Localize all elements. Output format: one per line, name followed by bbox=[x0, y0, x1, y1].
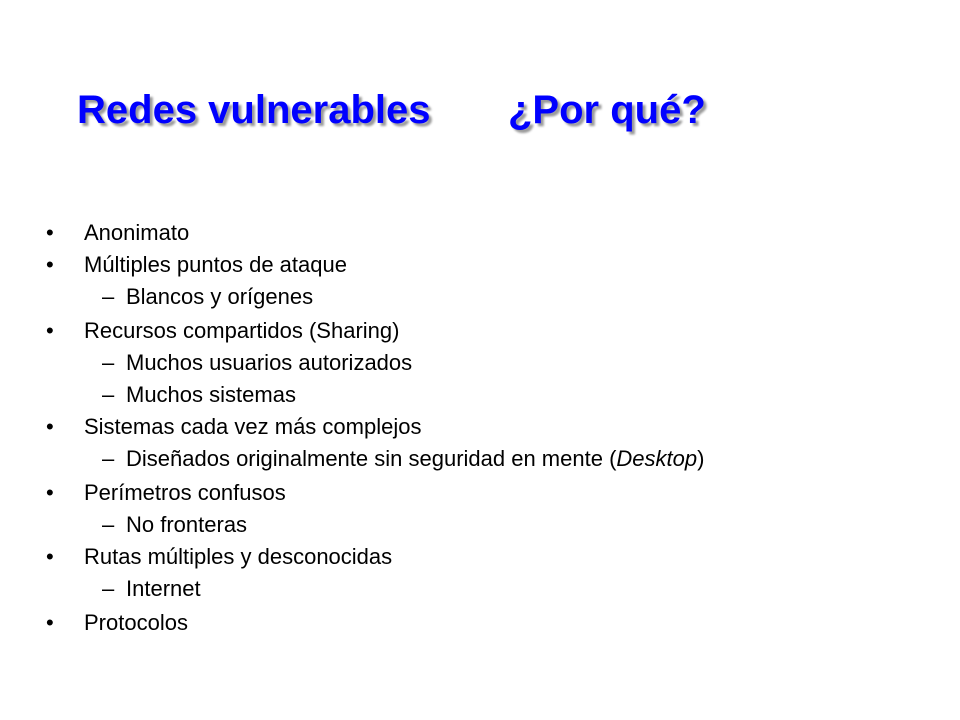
list-item bbox=[0, 217, 960, 249]
list-item-text: Anonimato bbox=[84, 220, 190, 245]
title-question: ¿Por qué? bbox=[508, 88, 706, 132]
dash-marker: – bbox=[102, 446, 115, 471]
dash-marker: – bbox=[102, 350, 115, 375]
sub-list-item bbox=[0, 379, 960, 411]
sub-list-item-text: No fronteras bbox=[126, 512, 248, 537]
sub-list-item-text: Muchos usuarios autorizados bbox=[126, 350, 413, 375]
list-item-text: Perímetros confusos bbox=[84, 480, 286, 505]
dash-marker: – bbox=[102, 382, 115, 407]
dash-marker: – bbox=[102, 284, 115, 309]
sub-list-item-text-end: ) bbox=[697, 446, 705, 471]
sub-list-item bbox=[0, 443, 960, 475]
list-item bbox=[0, 607, 960, 639]
sub-list-item-text: Internet bbox=[126, 576, 201, 601]
bullet-marker: • bbox=[46, 318, 54, 343]
bullet-marker: • bbox=[46, 414, 54, 439]
bullet-marker: • bbox=[46, 220, 54, 245]
bullet-list bbox=[0, 217, 960, 639]
bullet-marker: • bbox=[46, 480, 54, 505]
bullet-marker: • bbox=[46, 544, 54, 569]
list-item-text: Sistemas cada vez más complejos bbox=[84, 414, 422, 439]
list-item-text: Protocolos bbox=[84, 610, 188, 635]
sub-list-item bbox=[0, 509, 960, 541]
bullet-marker: • bbox=[46, 252, 54, 277]
list-item-text: Rutas múltiples y desconocidas bbox=[84, 544, 393, 569]
list-item bbox=[0, 477, 960, 509]
sub-list-item-text: Blancos y orígenes bbox=[126, 284, 314, 309]
sub-list-item bbox=[0, 573, 960, 605]
list-item bbox=[0, 541, 960, 573]
sub-list-item-text-italic: Desktop bbox=[616, 446, 698, 471]
sub-list-item-text bbox=[126, 443, 704, 475]
sub-list-item-text: Muchos sistemas bbox=[126, 382, 296, 407]
bullet-marker: • bbox=[46, 610, 54, 635]
sub-list-item-text-start: Diseñados originalmente sin seguridad en mente ( bbox=[126, 446, 617, 471]
list-item bbox=[0, 249, 960, 281]
dash-marker: – bbox=[102, 576, 115, 601]
sub-list-item bbox=[0, 347, 960, 379]
list-item-text: Múltiples puntos de ataque bbox=[84, 252, 347, 277]
list-item bbox=[0, 411, 960, 443]
dash-marker: – bbox=[102, 512, 115, 537]
sub-list-item bbox=[0, 281, 960, 313]
list-item-text: Recursos compartidos (Sharing) bbox=[84, 318, 400, 343]
slide-title bbox=[0, 82, 960, 138]
list-item bbox=[0, 315, 960, 347]
title-main: Redes vulnerables bbox=[77, 88, 431, 132]
